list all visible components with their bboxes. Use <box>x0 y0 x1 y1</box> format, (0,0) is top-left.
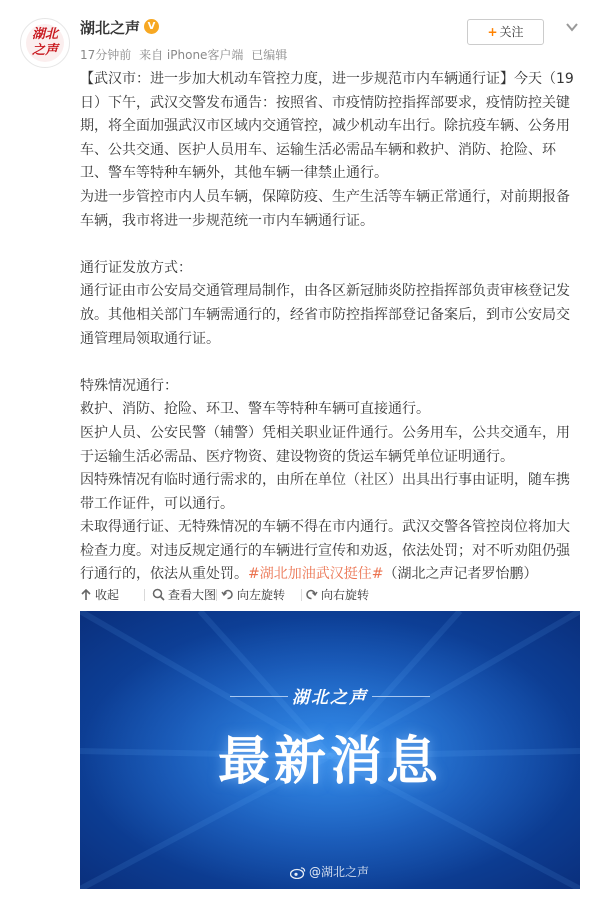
weibo-logo-icon <box>290 866 306 879</box>
chevron-down-icon[interactable] <box>565 20 579 34</box>
view-large-button[interactable] <box>152 584 216 606</box>
brand-logo-text: 湖北之声 <box>292 688 368 708</box>
divider <box>144 589 145 601</box>
reporter-credit: （湖北之声记者罗怡鹏） <box>383 566 538 583</box>
paragraph: 因特殊情况有临时通行需求的，由所在单位（社区）出具出行事由证明，随车携带工作证件，可以通行。 <box>80 472 570 512</box>
avatar-logo-text: 湖北之声 <box>31 27 58 58</box>
view-large-label: 查看大图 <box>168 588 217 602</box>
paragraph <box>80 351 580 375</box>
post-meta <box>80 46 291 63</box>
rotate-left-label: 向左旋转 <box>237 588 286 602</box>
username[interactable]: 湖北之声 <box>80 19 141 37</box>
image-toolbar <box>80 584 580 606</box>
paragraph: 特殊情况通行： <box>80 377 178 394</box>
image-headline: 最新消息 <box>217 732 442 792</box>
watermark-text: @湖北之声 <box>309 865 370 879</box>
avatar-logo <box>26 24 64 62</box>
hashtag-link[interactable]: #湖北加油武汉挺住# <box>248 566 384 583</box>
paragraph-text: 未取得通行证、无特殊情况的车辆不得在市内通行。武汉交警各管控岗位将加大检查力度。对违反规定通行的车辆进行宣传和劝返，依法处罚；对不听劝阻仍强行通行的，依法从重处罚。 <box>80 519 570 583</box>
follow-button[interactable] <box>467 19 544 45</box>
post-image[interactable] <box>80 611 580 889</box>
paragraph <box>80 233 580 257</box>
verified-icon: V <box>144 19 159 34</box>
paragraph: 为进一步管控市内人员车辆，保障防疫、生产生活等车辆正常通行，对前期报备车辆，我市将进一步规范统一市内车辆通行证。 <box>80 188 570 229</box>
rotate-left-button[interactable] <box>221 584 285 606</box>
post-source: 来自 iPhone客户端 <box>139 48 244 62</box>
paragraph: 通行证发放方式： <box>80 259 192 276</box>
follow-label: 关注 <box>499 25 524 39</box>
divider <box>216 589 217 601</box>
arrow-up-icon <box>80 589 92 601</box>
paragraph: 医护人员、公安民警（辅警）凭相关职业证件通行。公务用车，公共交通车，用于运输生活必需品、医疗物资、建设物资的货运车辆凭单位证明通行。 <box>80 424 570 465</box>
rotate-right-icon <box>305 588 318 601</box>
rotate-left-icon <box>221 588 234 601</box>
collapse-label: 收起 <box>95 588 120 602</box>
post-header <box>0 0 600 70</box>
rotate-right-label: 向右旋转 <box>321 588 370 602</box>
post-text <box>80 68 580 587</box>
divider <box>301 589 302 601</box>
post-time[interactable]: 17分钟前 <box>80 48 132 62</box>
zoom-icon <box>152 588 165 601</box>
weibo-watermark <box>290 863 369 880</box>
plus-icon: + <box>487 25 498 39</box>
paragraph-last <box>80 516 580 587</box>
avatar[interactable] <box>20 18 70 68</box>
paragraph: 救护、消防、抢险、环卫、警车等特种车辆可直接通行。 <box>80 401 430 418</box>
paragraph: 通行证由市公安局交通管理局制作，由各区新冠肺炎防控指挥部负责审核登记发放。其他相关部门车辆需通行的，经省市防控指挥部登记备案后，到市公安局交通管理局领取通行证。 <box>80 283 570 347</box>
edited-label[interactable]: 已编辑 <box>251 48 288 62</box>
paragraph: 【武汉市：进一步加大机动车管控力度，进一步规范市内车辆通行证】今天（19日）下午，武汉交警发布通告：按照省、市疫情防控指挥部要求，疫情防控关键期，将全面加强武汉市区域内交通管控，减少机动车出行。除抗疫车辆、公务用车、公共交通、医护人员用车、运输生活必需品车辆和救护、消防、抢险、环卫、警车等特种车辆外，其他车辆一律禁止通行。 <box>80 71 574 182</box>
rotate-right-button[interactable] <box>305 584 369 606</box>
collapse-button[interactable] <box>80 584 119 606</box>
